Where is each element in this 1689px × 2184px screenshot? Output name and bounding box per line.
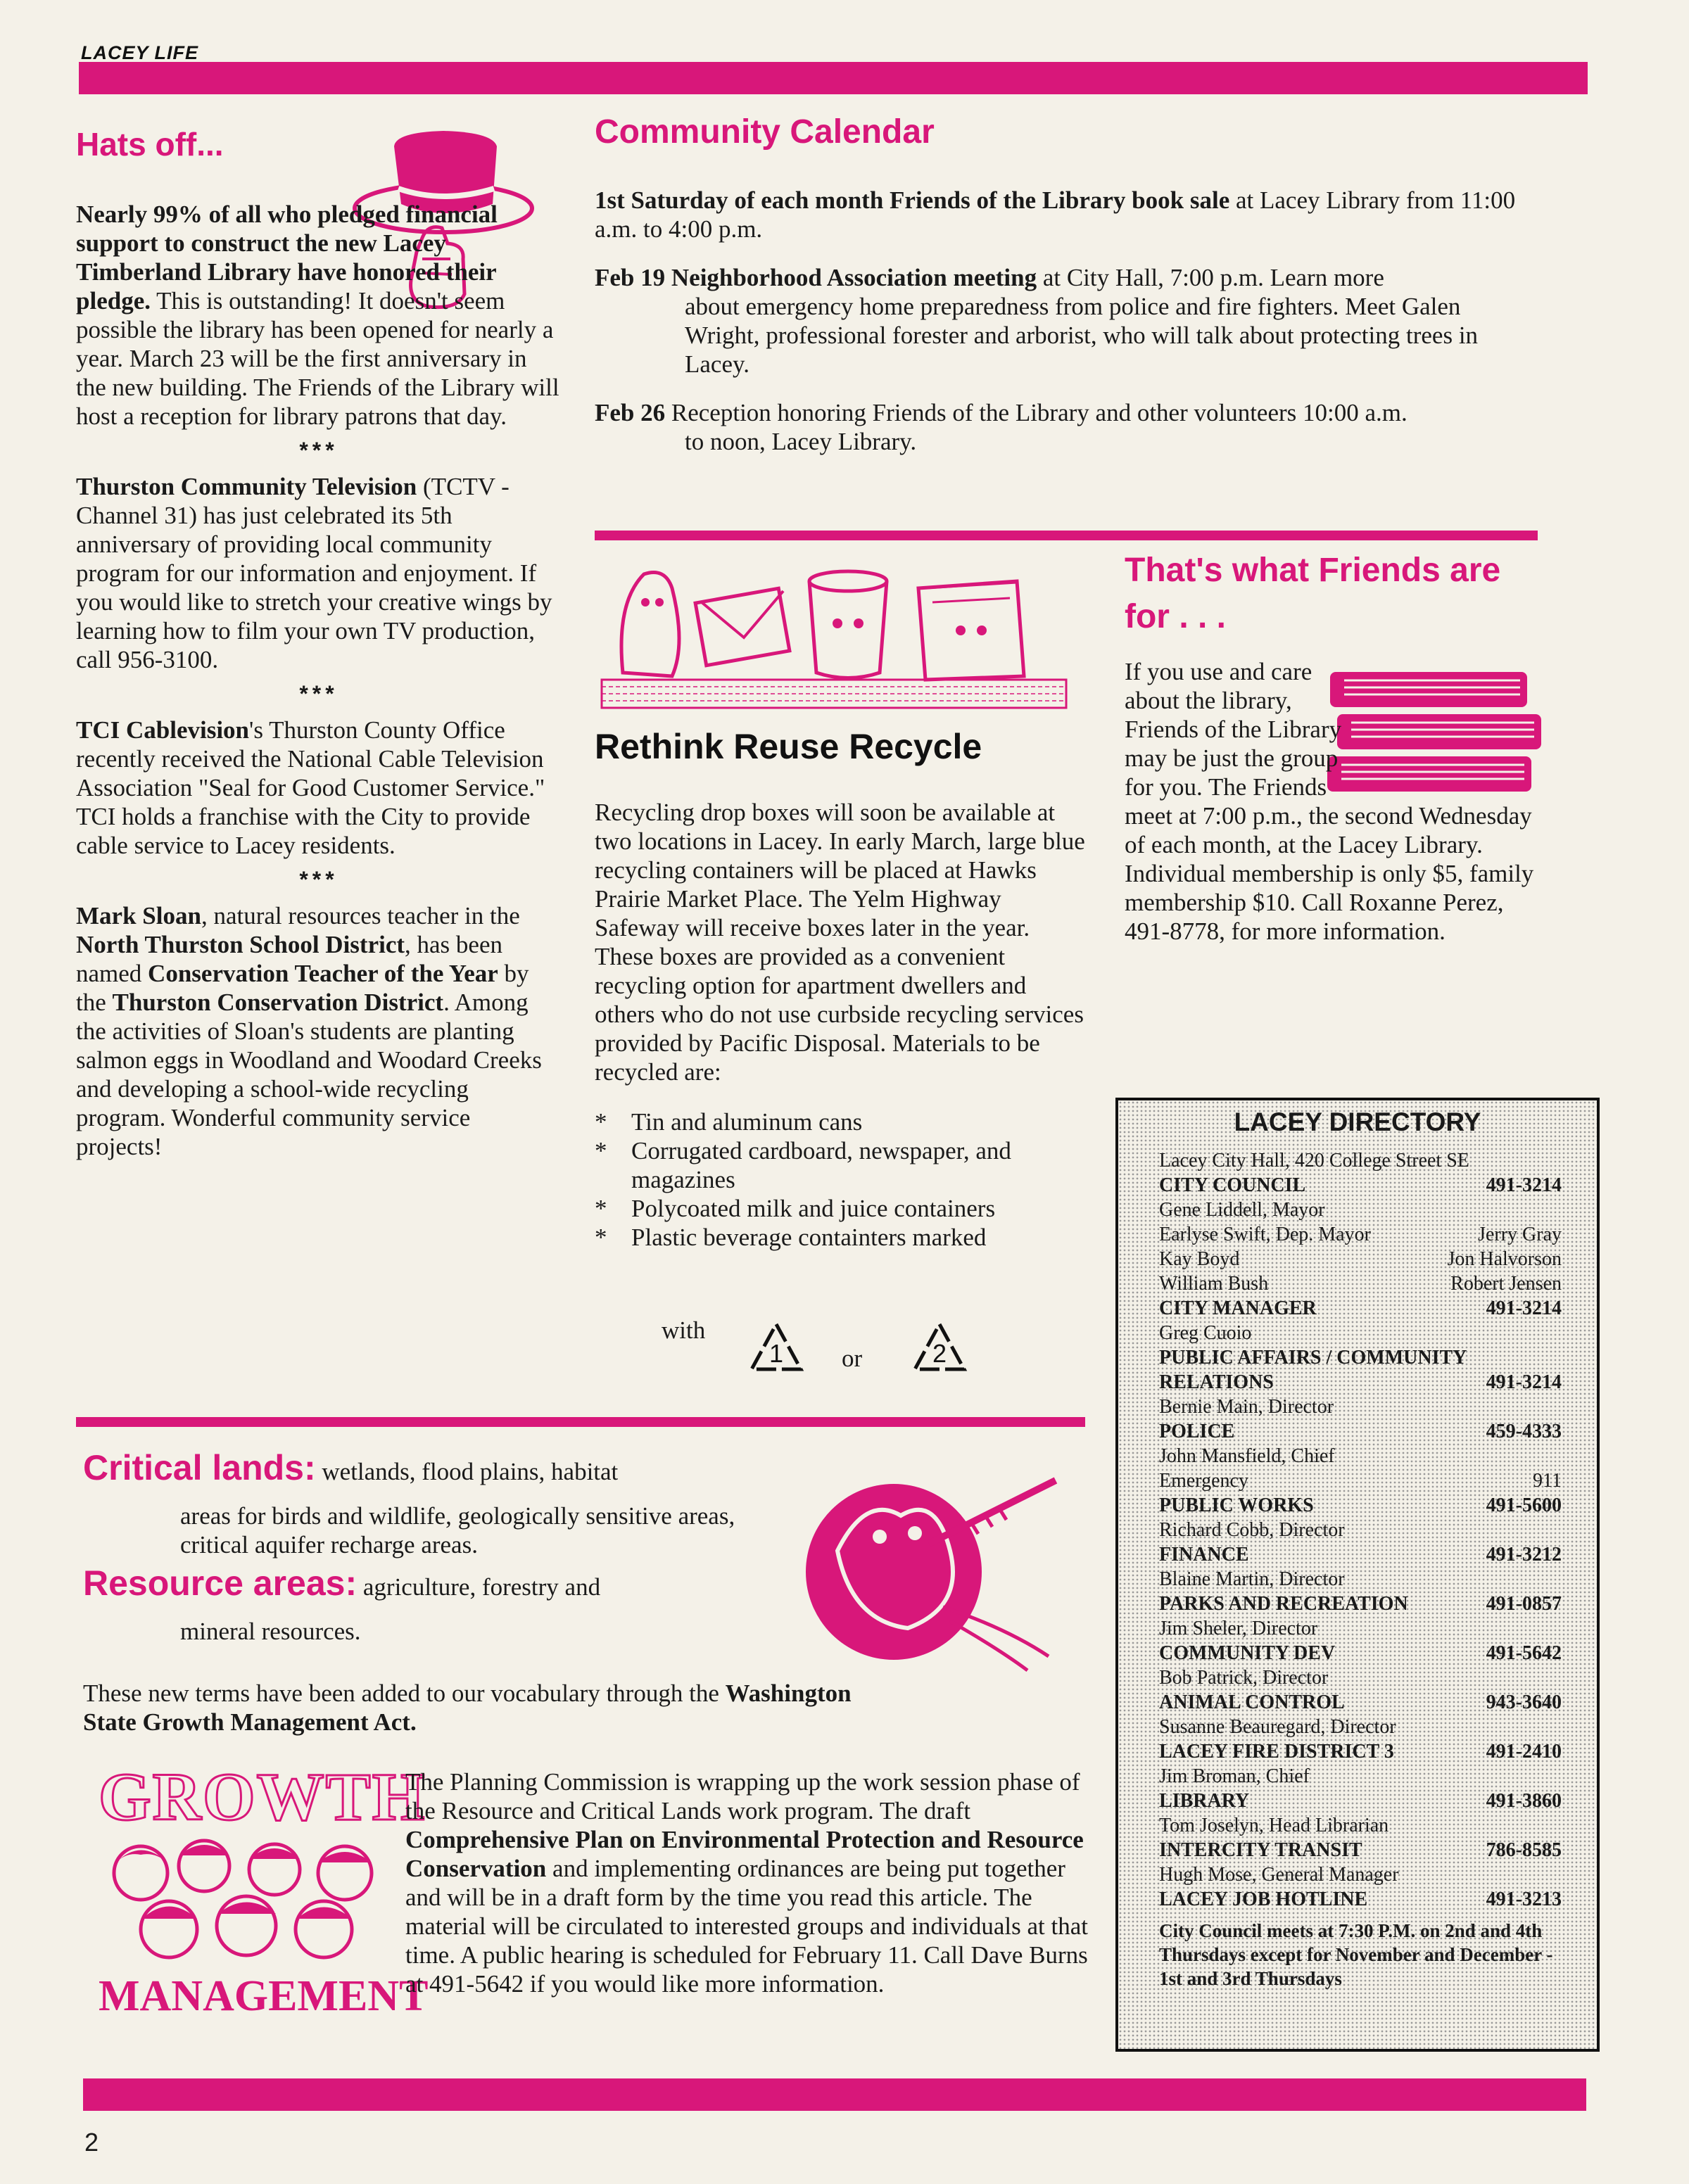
directory-entry-name: CITY COUNCIL <box>1159 1174 1306 1196</box>
resource-areas-line <box>83 1563 601 1603</box>
growth-management-logo <box>99 1759 429 2031</box>
critical-lands-label: Critical lands: <box>83 1448 316 1487</box>
library-pledge-lead: Nearly 99% of all who pledged financial support to construct the new Lacey Timberland Library have honored their pledge. <box>76 201 498 315</box>
directory-row <box>1118 1887 1597 1912</box>
directory-entry-name: PUBLIC AFFAIRS / COMMUNITY <box>1159 1347 1467 1369</box>
directory-row <box>1118 1321 1597 1345</box>
directory-row <box>1118 1345 1597 1370</box>
directory-entry-name: Blaine Martin, Director <box>1159 1568 1345 1590</box>
directory-row <box>1118 1395 1597 1419</box>
directory-entry-value: Jon Halvorson <box>1447 1248 1562 1270</box>
growth-logo-bottom: MANAGEMENT <box>99 1972 429 2020</box>
masthead-label: LACEY LIFE <box>81 42 199 63</box>
directory-entry-name: LACEY FIRE DISTRICT 3 <box>1159 1741 1394 1763</box>
directory-row <box>1118 1665 1597 1690</box>
directory-entry-name: FINANCE <box>1159 1544 1249 1566</box>
directory-entry-name: Tom Joselyn, Head Librarian <box>1159 1815 1389 1836</box>
directory-entry-name: Kay Boyd <box>1159 1248 1240 1270</box>
calendar-events <box>595 186 1531 456</box>
planning-commission-article <box>405 1767 1102 1998</box>
planning-text-b: and implementing ordinances are being put together and will be in a draft form by the time you read this article. The material will be circulated to interested groups and individuals at that time. A public hearing is scheduled for February 11. Call Dave Burns at 491-5642 if you would like more information. <box>405 1855 1088 1998</box>
directory-row <box>1118 1739 1597 1764</box>
directory-entry-name: Gene Liddell, Mayor <box>1159 1199 1325 1221</box>
directory-entry-name: INTERCITY TRANSIT <box>1159 1839 1362 1861</box>
directory-entry-name: Richard Cobb, Director <box>1159 1519 1345 1541</box>
award-name: Conservation Teacher of the Year <box>148 960 498 987</box>
recycle-symbol-icon <box>745 1319 808 1382</box>
directory-row <box>1118 1567 1597 1592</box>
directory-entry-value: 491-3214 <box>1486 1297 1562 1319</box>
directory-row <box>1118 1247 1597 1271</box>
council-meeting-note: City Council meets at 7:30 P.M. on 2nd and 4th Thursdays except for November and December - 1st and 3rd Thursdays <box>1159 1920 1553 1989</box>
directory-entry-name: LACEY JOB HOTLINE <box>1159 1888 1368 1910</box>
books-icon-spacer <box>1346 657 1554 799</box>
directory-entry-name: PUBLIC WORKS <box>1159 1494 1314 1516</box>
directory-entry-name: Bernie Main, Director <box>1159 1396 1334 1418</box>
resource-areas-cont: mineral resources. <box>180 1618 361 1645</box>
conservation-district: Thurston Conservation District <box>112 989 444 1016</box>
friends-title: That's what Friends are for . . . <box>1125 552 1501 635</box>
directory-entry-name: Emergency <box>1159 1470 1248 1492</box>
frog-icon <box>795 1466 1077 1677</box>
sloan-text-a: , natural resources teacher in the <box>201 902 520 929</box>
vocabulary-note <box>83 1679 857 1737</box>
list-item: * Plastic beverage containters marked <box>595 1223 1087 1252</box>
directory-entry-name: POLICE <box>1159 1421 1235 1442</box>
directory-entry-value: 491-3214 <box>1486 1174 1562 1196</box>
directory-entry-value: 491-5642 <box>1486 1642 1562 1664</box>
event-reception-lead: Feb 26 <box>595 399 666 426</box>
directory-row <box>1118 1222 1597 1247</box>
crowd-faces-icon <box>99 1831 394 1972</box>
directory-entry-value: 491-5600 <box>1486 1494 1562 1516</box>
tci-text: 's Thurston County Office recently received the National Cable Television Association "Seal for Good Customer Service." TCI holds a franchise with the City to provide cable service to Lacey residents. <box>76 716 545 859</box>
list-item: * Corrugated cardboard, newspaper, and magazines <box>595 1136 1087 1194</box>
directory-row <box>1118 1715 1597 1739</box>
directory-entry-value: 459-4333 <box>1486 1421 1562 1442</box>
growth-logo-top: GROWTH <box>99 1759 426 1834</box>
separator-stars: *** <box>299 681 339 706</box>
directory-row <box>1118 1419 1597 1444</box>
hats-off-column <box>76 200 562 1161</box>
critical-lands-text: wetlands, flood plains, habitat <box>315 1458 619 1485</box>
event-reception-cont: to noon, Lacey Library. <box>685 428 917 455</box>
directory-entry-name: Jim Broman, Chief <box>1159 1765 1310 1787</box>
planning-text-a: The Planning Commission is wrapping up the work session phase of the Resource and Critical Lands work program. The draft <box>405 1768 1080 1824</box>
page-number: 2 <box>84 2128 99 2157</box>
tctv-lead: Thurston Community Television <box>76 473 417 500</box>
recycle-title: Rethink Reuse Recycle <box>595 727 982 766</box>
event-neighborhood-text: at City Hall, 7:00 p.m. Learn more <box>1037 264 1384 291</box>
directory-entry-value: 491-3214 <box>1486 1371 1562 1393</box>
calendar-title: Community Calendar <box>595 113 935 151</box>
directory-entry-name: William Bush <box>1159 1273 1269 1295</box>
directory-row <box>1118 1542 1597 1567</box>
directory-row <box>1118 1690 1597 1715</box>
directory-entry-name: Hugh Mose, General Manager <box>1159 1864 1399 1886</box>
directory-entry-name: COMMUNITY DEV <box>1159 1642 1336 1664</box>
plastic-code-2: 2 <box>932 1339 947 1368</box>
directory-entry-name: LIBRARY <box>1159 1790 1250 1812</box>
list-item: * Tin and aluminum cans <box>595 1107 1087 1136</box>
directory-row <box>1118 1198 1597 1222</box>
sloan-text-b: , has been named <box>76 931 502 987</box>
recycle-with-label: with <box>662 1316 706 1344</box>
directory-row <box>1118 1616 1597 1641</box>
recycling-characters-icon <box>595 560 1073 715</box>
directory-entry-name: Lacey City Hall, 420 College Street SE <box>1159 1150 1469 1172</box>
lacey-directory <box>1115 1098 1600 2052</box>
masthead-bar <box>79 62 1588 94</box>
growth-act-name: Washington State Growth Management Act. <box>83 1680 852 1736</box>
directory-title: LACEY DIRECTORY <box>1234 1107 1481 1136</box>
comprehensive-plan-name: Comprehensive Plan on Environmental Protection and Resource Conservation <box>405 1826 1084 1882</box>
directory-entry-value: 491-0857 <box>1486 1593 1562 1615</box>
recycle-paragraph: Recycling drop boxes will soon be available at two locations in Lacey. In early March, large blue recycling containers will be placed at Hawks Prairie Market Place. The Yelm Highway Safeway will receive boxes later in the year. These boxes are provided as a convenient recycling option for apartment dwellers and others who do not use curbside recycling services provided by Pacific Disposal. Materials to be recycled are: <box>595 799 1085 1086</box>
event-neighborhood-cont: about emergency home preparedness from police and fire fighters. Meet Galen Wright, professional forester and arborist, who will talk about protecting trees in Lacey. <box>685 293 1479 378</box>
directory-entry-name: Earlyse Swift, Dep. Mayor <box>1159 1224 1371 1245</box>
directory-entry-name: Greg Cuoio <box>1159 1322 1252 1344</box>
sloan-name: Mark Sloan <box>76 902 201 929</box>
directory-row <box>1118 1173 1597 1198</box>
directory-entry-value: 491-3213 <box>1486 1888 1562 1910</box>
school-district: North Thurston School District <box>76 931 405 958</box>
sloan-text-d: . Among the activities of Sloan's students are planting salmon eggs in Woodland and Woodard Creeks and developing a school-wide recycling program. Wonderful community service projects! <box>76 989 542 1160</box>
directory-entry-name: RELATIONS <box>1159 1371 1274 1393</box>
directory-row <box>1118 1444 1597 1468</box>
directory-entry-value: 491-2410 <box>1486 1741 1562 1763</box>
critical-lands-line <box>83 1448 619 1487</box>
recycle-materials-list <box>595 1107 1087 1252</box>
directory-row <box>1118 1468 1597 1493</box>
friends-paragraph: If you use and care about the library, Friends of the Library may be just the group for you. The Friends meet at 7:00 p.m., the second Wednesday of each month, at the Lacey Library. Individual membership is only $5, family membership $10. Call Roxanne Perez, 491-8778, for more information. <box>1125 658 1534 945</box>
directory-entry-value: 491-3860 <box>1486 1790 1562 1812</box>
directory-entry-name: PARKS AND RECREATION <box>1159 1593 1408 1615</box>
tctv-text: (TCTV - Channel 31) has just celebrated its 5th anniversary of providing local community program for our information and enjoyment. If you would like to stretch your creative wings by learning how to film your own TV production, call 956-3100. <box>76 473 552 673</box>
directory-entry-name: Susanne Beauregard, Director <box>1159 1716 1396 1738</box>
directory-row <box>1118 1764 1597 1789</box>
directory-entry-value: 786-8585 <box>1486 1839 1562 1861</box>
directory-row <box>1118 1271 1597 1296</box>
directory-entry-name: Bob Patrick, Director <box>1159 1667 1329 1689</box>
directory-row <box>1118 1493 1597 1518</box>
hats-off-title: Hats off... <box>76 126 224 163</box>
critical-lands-cont: areas for birds and wildlife, geologically sensitive areas, critical aquifer recharge areas. <box>180 1502 735 1558</box>
directory-entry-name: Jim Sheler, Director <box>1159 1618 1318 1639</box>
directory-row <box>1118 1862 1597 1887</box>
directory-entry-value: 491-3212 <box>1486 1544 1562 1566</box>
event-neighborhood-lead: Feb 19 Neighborhood Association meeting <box>595 264 1037 291</box>
separator-stars: *** <box>299 867 339 892</box>
friends-body <box>1125 657 1554 946</box>
directory-entry-value: Robert Jensen <box>1450 1273 1562 1295</box>
event-book-sale-lead: 1st Saturday of each month Friends of the Library book sale <box>595 186 1230 214</box>
resource-areas-label: Resource areas: <box>83 1563 358 1603</box>
directory-entry-value: 943-3640 <box>1486 1691 1562 1713</box>
separator-stars: *** <box>299 438 339 463</box>
directory-list <box>1118 1148 1597 1912</box>
sloan-text-c: by the <box>76 960 529 1016</box>
directory-row <box>1118 1592 1597 1616</box>
directory-entry-name: John Mansfield, Chief <box>1159 1445 1335 1467</box>
directory-row <box>1118 1148 1597 1173</box>
vocabulary-text: These new terms have been added to our vocabulary through the <box>83 1680 726 1707</box>
resource-areas-text: agriculture, forestry and <box>357 1573 601 1601</box>
directory-entry-value: Jerry Gray <box>1478 1224 1562 1245</box>
directory-row <box>1118 1789 1597 1813</box>
directory-entry-name: CITY MANAGER <box>1159 1297 1317 1319</box>
list-item: * Polycoated milk and juice containers <box>595 1194 1087 1223</box>
directory-row <box>1118 1518 1597 1542</box>
directory-row <box>1118 1296 1597 1321</box>
recycle-body <box>595 798 1087 1252</box>
footer-bar <box>83 2078 1586 2111</box>
recycle-symbol-icon <box>908 1319 971 1382</box>
directory-row <box>1118 1641 1597 1665</box>
lands-divider <box>76 1417 1085 1427</box>
directory-row <box>1118 1370 1597 1395</box>
directory-row <box>1118 1813 1597 1838</box>
plastic-code-1: 1 <box>768 1339 784 1368</box>
calendar-divider <box>595 531 1538 540</box>
directory-row <box>1118 1838 1597 1862</box>
library-pledge-text: This is outstanding! It doesn't seem possible the library has been opened for nearly a year. March 23 will be the first anniversary in the new building. The Friends of the Library will host a reception for library patrons that day. <box>76 287 559 430</box>
tci-lead: TCI Cablevision <box>76 716 250 744</box>
directory-entry-name: ANIMAL CONTROL <box>1159 1691 1345 1713</box>
event-book-sale-text: at Lacey Library from 11:00 a.m. to 4:00 p.m. <box>595 186 1516 243</box>
directory-entry-value: 911 <box>1533 1470 1562 1492</box>
recycle-or-label: or <box>842 1345 863 1372</box>
event-reception-text: Reception honoring Friends of the Library and other volunteers 10:00 a.m. <box>665 399 1408 426</box>
